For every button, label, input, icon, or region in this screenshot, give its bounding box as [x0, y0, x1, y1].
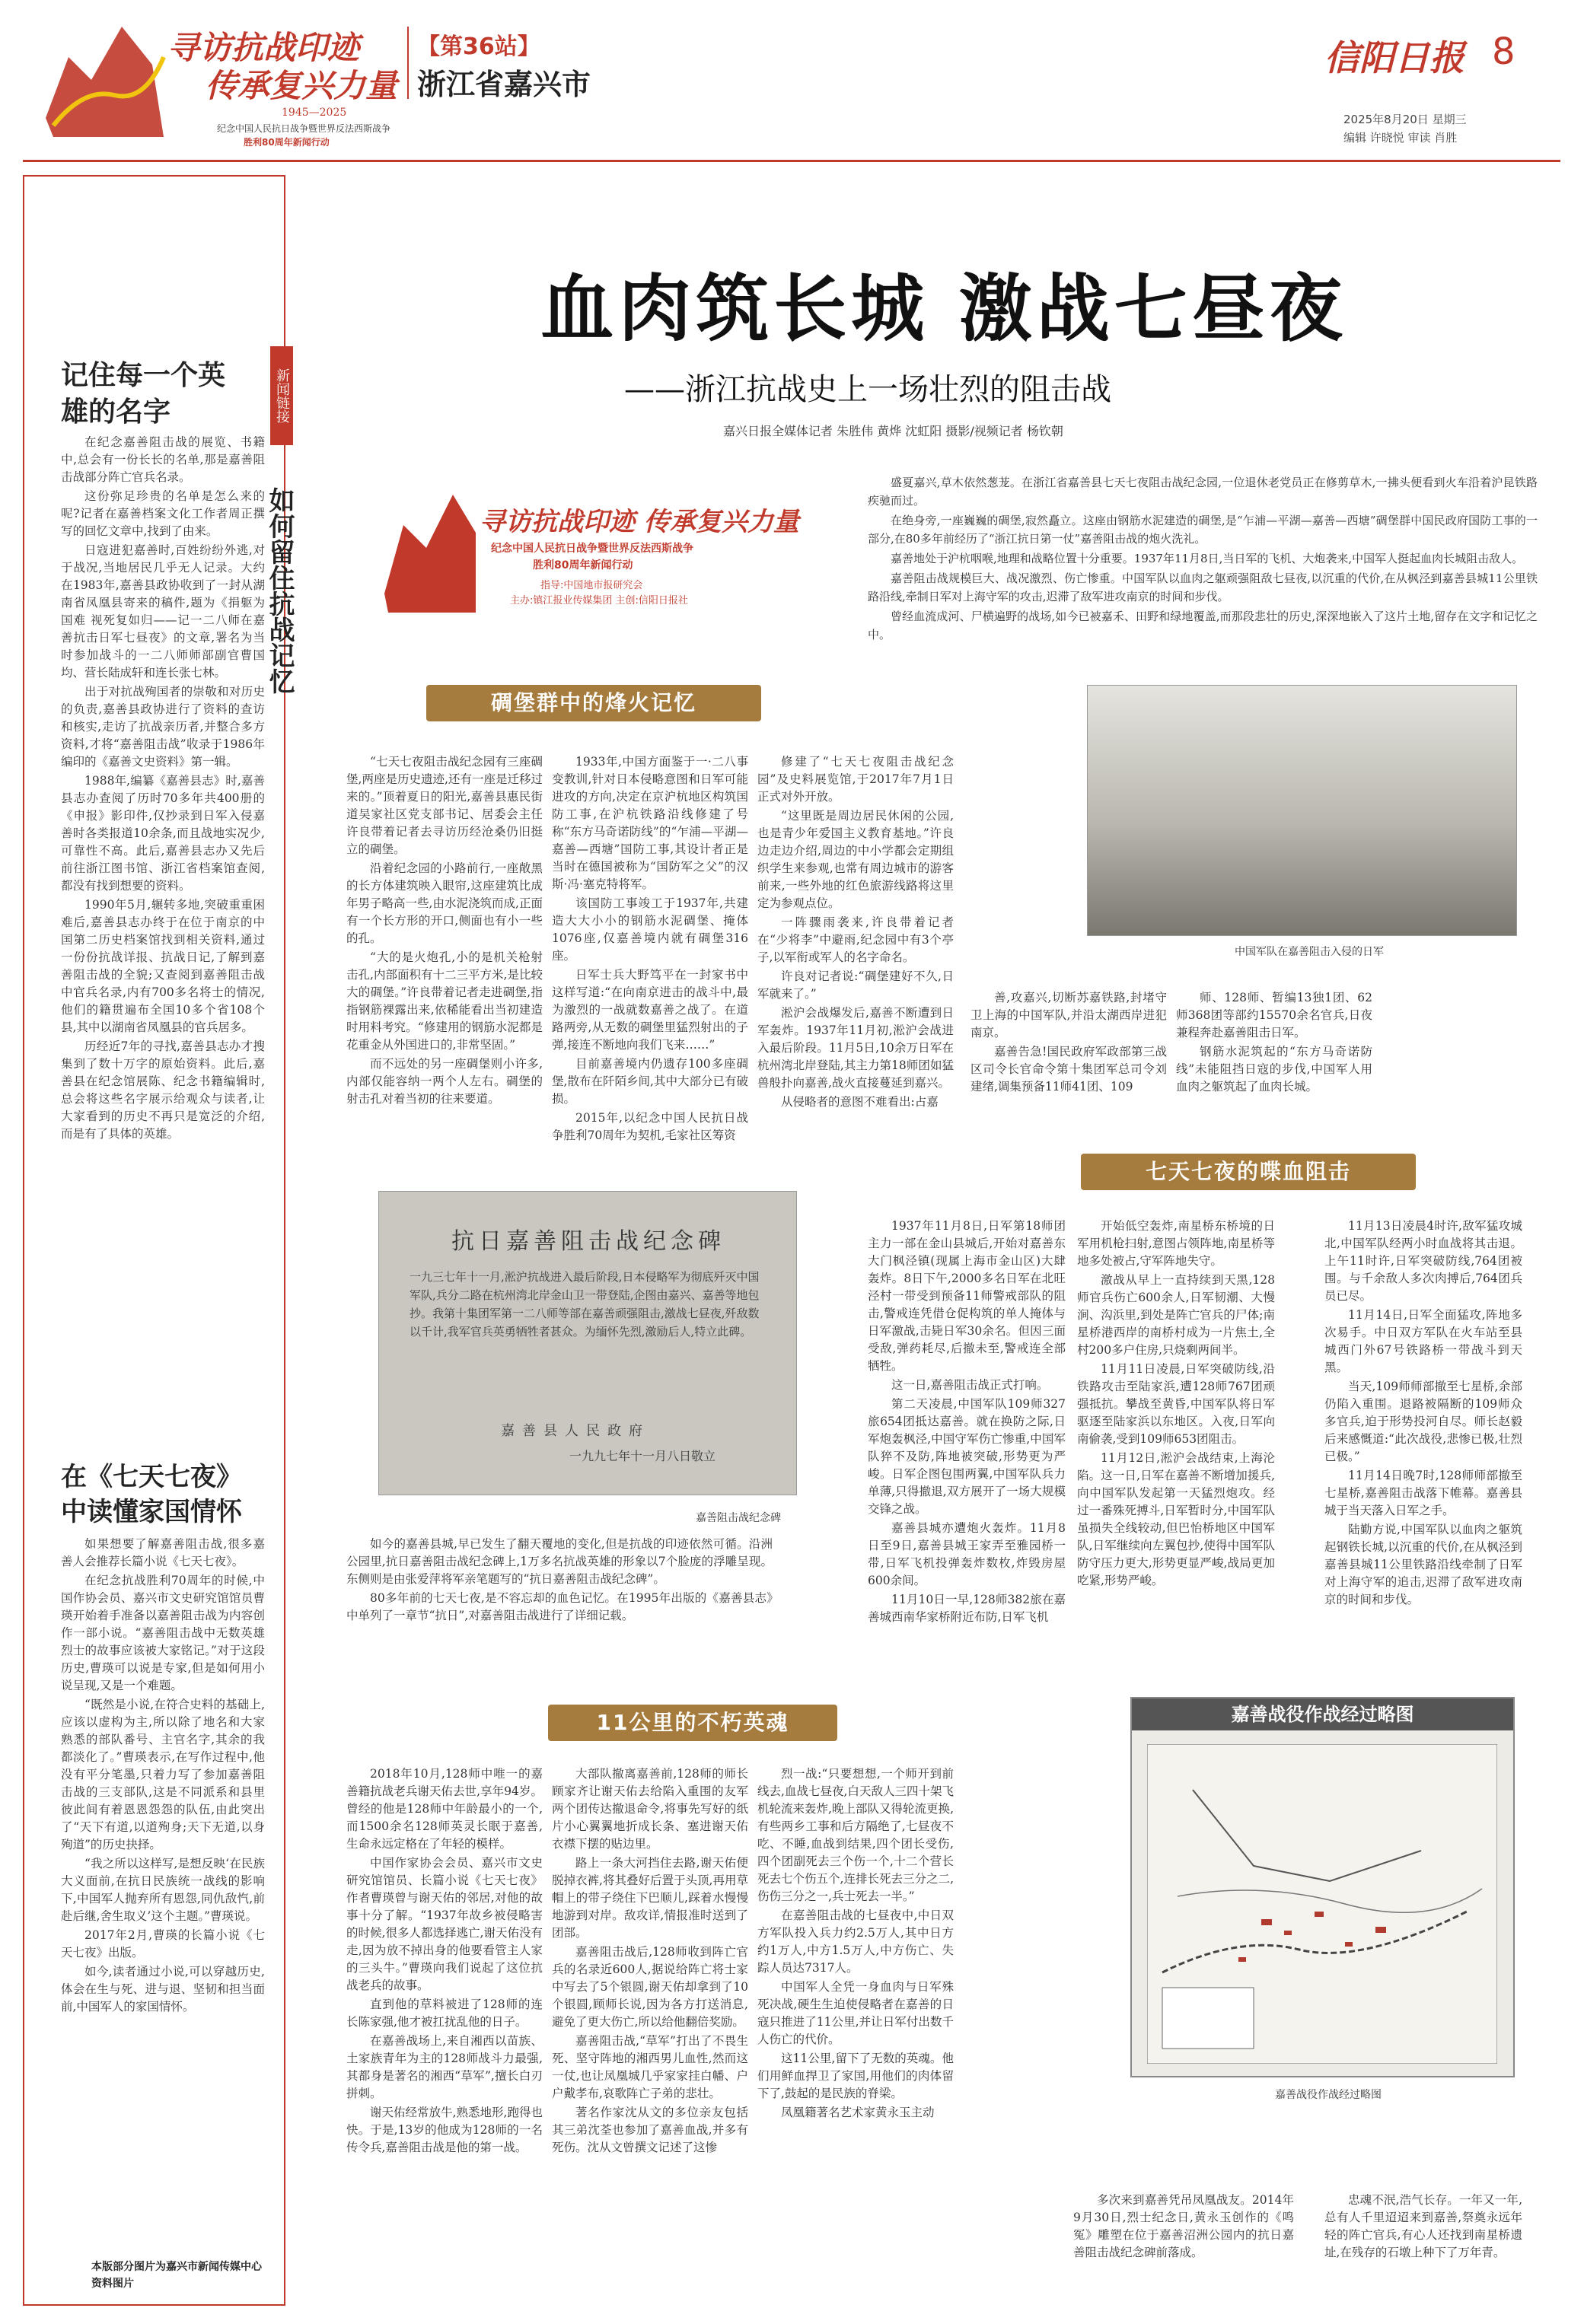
monument-footer: 嘉善县人民政府 — [501, 1423, 650, 1439]
paragraph: 凤凰籍著名艺术家黄永玉主动 — [781, 2106, 935, 2119]
section1-bottom — [346, 1536, 773, 1626]
paragraph: 目前嘉善境内仍遗存100多座碉堡,散布在阡陌乡间,其中大部分已有破损。 — [552, 1057, 748, 1106]
section2-column-3 — [1324, 1218, 1522, 1610]
logo-line-1: 寻访抗战印迹 传承复兴力量 — [480, 507, 799, 537]
header-slogan-1: 寻访抗战印迹 — [167, 29, 360, 66]
paragraph: 嘉善阻击战,“草军”打出了不畏生死、坚守阵地的湘西男儿血性,然而这一仗,也让凤凰城几乎家家挂白幡、户户戴孝布,哀歌阵亡子弟的悲壮。 — [552, 2034, 748, 2100]
page-title: 血肉筑长城 激战七昼夜 — [540, 266, 1347, 352]
paragraph: 而不远处的另一座碉堡则小许多,内部仅能容纳一两个人左右。碉堡的射击孔对着当初的往来要道。 — [346, 1057, 543, 1106]
paragraph: 历经近7年的寻找,嘉善县志办才搜集到了数十万字的原始资料。此后,嘉善县在纪念馆展陈、纪念书籍编辑时,总会将这些名字展示给观众与读者,让大家看到的历史不再只是宽泛的介绍,而是有了具体的英雄。 — [61, 1039, 265, 1141]
monument-caption: 嘉善阻击战纪念碑 — [696, 1512, 781, 1524]
paragraph: 善,攻嘉兴,切断苏嘉铁路,封堵守卫上海的中国军队,并沿太湖西岸进犯南京。 — [970, 991, 1167, 1039]
section1-column-5 — [1176, 989, 1372, 1097]
paragraph: 出于对抗战殉国者的崇敬和对历史的负责,嘉善县政协进行了资料的查访和核实,走访了抗战亲历者,并整合多方资料,才将“嘉善阻击战”收录于1986年编印的《嘉善文史资料》第一辑。 — [61, 685, 265, 769]
section1-column-2 — [552, 753, 748, 1146]
paragraph: 一阵骤雨袭来,许良带着记者在“少将李”中避雨,纪念园中有3个亭子,以军衔或军人的名字命名。 — [757, 915, 954, 964]
paragraph: 大部队撤离嘉善前,128师的师长顾家齐让谢天佑去给陷入重围的友军两个团传达撤退命令,将事先写好的纸片小心翼翼地折成长条、塞进谢天佑衣襟下摆的贴边里。 — [552, 1767, 748, 1851]
section1-bottom-para-2: 80多年前的七天七夜,是不容忘却的血色记忆。在1995年出版的《嘉善县志》中单列了一章节“抗日”,对嘉善阻击战进行了详细记载。 — [346, 1591, 773, 1622]
sidebar-article2-body — [61, 1536, 265, 2017]
monument-photo — [378, 1191, 797, 1495]
section1-column-4 — [970, 989, 1167, 1097]
sidebar-tag: 新闻链接 — [270, 346, 293, 445]
paragraph: 盛夏嘉兴,草木依然葱茏。在浙江省嘉善县七天七夜阻击战纪念园,一位退休老党员正在修剪草木,一拂头便看到火车沿着沪昆铁路疾驰而过。 — [868, 476, 1538, 508]
paragraph: 谢天佑经常放牛,熟悉地形,跑得也快。于是,13岁的他成为128师的一名传令兵,嘉善阻击战是他的第一战。 — [346, 2106, 543, 2154]
section1-bottom-para: 如今的嘉善县城,早已发生了翻天覆地的变化,但是抗战的印迹依然可循。沿洲公园里,抗日嘉善阻击战纪念碑上,1万多名抗战英雄的形象以7个脸庞的浮雕呈现。东侧则是由张爱萍将军亲笔题写的“抗日嘉善阻击战纪念碑”。 — [346, 1537, 773, 1586]
sidebar-article1-title: 记住每一个英雄的名字 — [61, 360, 226, 428]
paragraph: 在纪念嘉善阻击战的展览、书籍中,总会有一份长长的名单,那是嘉善阻击战部分阵亡官兵名录。 — [61, 435, 265, 484]
paragraph: 忠魂不泯,浩气长存。一年又一年,总有人千里迢迢来到嘉善,祭奠永远年轻的阵亡官兵,有心人还找到南星桥遗址,在残存的石墩上种下了万年青。 — [1324, 2193, 1522, 2259]
paper-name: 信阳日报 — [1324, 37, 1464, 78]
paragraph: 1937年11月8日,日军第18师团主力一部在金山县城后,开始对嘉善东大门枫泾镇(现属上海市金山区)大肆轰炸。8日下午,2000多名日军在北旺泾村一带受到预备11师警戒部队的阻击,警戒连凭借仓促构筑的单人掩体与日军激战,击毙日军30余名。但因三面受敌,弹药耗尽,后撤未至,警戒连全部牺牲。 — [868, 1219, 1066, 1373]
paragraph: 11月12日,淞沪会战结束,上海沦陷。这一日,日军在嘉善不断增加援兵,向中国军队发起第一天猛烈炮攻。经过一番殊死搏斗,日军暂时分,中国军队虽损失全线较动,但巴怡桥地区中国军队,日军继续向左翼包抄,使得中国军队防守压力更大,形势更显严峻,战局更加吃紧,形势严峻。 — [1077, 1451, 1275, 1587]
paragraph: 嘉善地处于沪杭咽喉,地理和战略位置十分重要。1937年11月8日,当日军的飞机、大炮袭来,中国军人挺起血肉长城阻击敌人。 — [891, 552, 1524, 565]
paragraph: 11月14日晚7时,128师师部撤至七星桥,嘉善阻击战落下帷幕。嘉善县城于当天落入日军之手。 — [1324, 1469, 1522, 1517]
section3-column-2 — [552, 1765, 748, 2158]
paragraph: “七天七夜阻击战纪念园有三座碉堡,两座是历史遗迹,还有一座是迁移过来的。”顶着夏日的阳光,嘉善县惠民街道吴家社区党支部书记、居委会主任许良带着记者去寻访历经沧桑仍旧挺立的碉堡。 — [346, 755, 543, 856]
paragraph: 如果想要了解嘉善阻击战,很多嘉善人会推荐长篇小说《七天七夜》。 — [61, 1537, 265, 1568]
paragraph: 1990年5月,辗转多地,突破重重困难后,嘉善县志办终于在位于南京的中国第二历史档案馆找到相关资料,通过一份份抗战详报、抗战日记,了解到嘉善阻击战的全貌;又查阅到嘉善阻击战中官兵名录,内有700多名将士的情况,他们的籍贯遍布全国10多个省108个县,其中以湖南省凤凰县的官兵居多。 — [61, 898, 265, 1034]
map-title: 嘉善战役作战经过略图 — [1132, 1698, 1513, 1730]
paragraph: 许良对记者说:“碉堡建好不久,日军就来了。” — [757, 969, 954, 1001]
paragraph: 嘉善告急!国民政府军政部第三战区司令长官命令第十集团军总司令刘建绪,调集预备11师41团、109 — [970, 1045, 1167, 1094]
section2-column-2 — [1077, 1218, 1275, 1591]
paragraph: “大的是火炮孔,小的是机关枪射击孔,内部面积有十二三平方米,是比较大的碉堡。”许良带着记者走进碉堡,指指钢筋裸露出来,依稀能看出当初建造时用料考究。“修建用的钢筋水泥都是花重金从外国进口的,非常坚固。” — [346, 950, 543, 1052]
paragraph: “我之所以这样写,是想反映‘在民族大义面前,在抗日民族统一战线的影响下,中国军人抛弃所有恩怨,同仇敌忾,前赴后继,舍生取义’这个主题。”曹瑛说。 — [61, 1857, 265, 1923]
paragraph: 钢筋水泥筑起的“东方马奇诺防线”未能阻挡日寇的步伐,中国军人用血肉之躯筑起了血肉长城。 — [1176, 1045, 1372, 1094]
paragraph: “既然是小说,在符合史料的基础上,应该以虚构为主,所以除了地名和大家熟悉的部队番号、主官名字,其余的我都淡化了。”曹瑛表示,在写作过程中,他没有平分笔墨,只着力写了参加嘉善阻击战的三支部队,这是不同派系和县里彼此间有着恩恩怨怨的队伍,由此突出了“天下有道,以道殉身;天下无道,以身殉道”的历史抉择。 — [61, 1698, 265, 1851]
paragraph: 师、128师、暂编13独1团、62师368团等部约15570余名官兵,日夜兼程奔赴嘉善阻击日军。 — [1176, 991, 1372, 1039]
section3-column-5 — [1324, 2192, 1522, 2263]
map-caption: 嘉善战役作战经过略图 — [1275, 2089, 1382, 2101]
monument-title: 抗日嘉善阻击战纪念碑 — [451, 1228, 725, 1255]
paragraph: 11月11日凌晨,日军突破防线,沿铁路攻击至陆家浜,遭128师767团顽强抵抗。攀战至黄昏,中国军队将日军驱逐至陆家浜以东地区。入夜,日军向南偷袭,受到109师653团阻击。 — [1077, 1362, 1275, 1446]
battle-photo — [1087, 685, 1517, 936]
sidebar-article2-title: 在《七天七夜》中读懂家国情怀 — [61, 1462, 242, 1527]
section2-heading: 七天七夜的喋血阻击 — [1081, 1154, 1416, 1190]
section3-heading: 11公里的不朽英魂 — [548, 1705, 837, 1741]
header-years: 1945—2025 — [282, 107, 347, 119]
paragraph: 开始低空轰炸,南星桥东桥境的日军用机枪扫射,意图占领阵地,南星桥等地多处被占,守军阵地失守。 — [1077, 1219, 1275, 1268]
paragraph: 在绝身旁,一座巍巍的碉堡,寂然矗立。这座由钢筋水泥建造的碉堡,是“乍浦—平湖—嘉善—西塘”碉堡群中国民政府国防工事的一部分,在80多年前经历了“浙江抗日第一仗”嘉善阻击战的炮火洗礼。 — [868, 514, 1538, 546]
page-subtitle: ——浙江抗战史上一场壮烈的阻击战 — [624, 372, 1111, 407]
place-name: 浙江省嘉兴市 — [417, 68, 591, 101]
sidebar-credit: 本版部分图片为嘉兴市新闻传媒中心资料图片 — [91, 2261, 262, 2290]
paragraph: “这里既是周边居民休闲的公园,也是青少年爱国主义教育基地。”许良边走边介绍,周边的中小学都会定期组织学生来参观,也常有周边城市的游客前来,一些外地的红色旅游线路将这里定为参观点位。 — [757, 809, 954, 910]
byline: 嘉兴日报全媒体记者 朱胜伟 黄烨 沈虹阳 摄影/视频记者 杨钦朝 — [723, 424, 1063, 438]
paragraph: 2017年2月,曹瑛的长篇小说《七天七夜》出版。 — [61, 1928, 265, 1959]
logo-line-4: 指导:中国地市报研究会 — [540, 580, 643, 591]
paragraph: 该国防工事竣工于1937年,共建造大大小小的钢筋水泥碉堡、掩体1076座,仅嘉善境内就有碉堡316座。 — [552, 896, 748, 963]
section1-column-1 — [346, 753, 543, 1109]
paragraph: 在嘉善阻击战的七昼夜中,中日双方军队投入兵力约2.5万人,其中日方约1万人,中方1.5万人,中方伤亡、失踪人员达7317人。 — [757, 1909, 954, 1975]
paragraph: 著名作家沈从文的多位亲友包括其三弟沈荃也参加了嘉善血战,并多有死伤。沈从文曾撰文记述了这惨 — [552, 2106, 748, 2154]
logo-line-2: 纪念中国人民抗日战争暨世界反法西斯战争 — [491, 543, 693, 555]
section3-column-1 — [346, 1765, 543, 2158]
paragraph: 日寇进犯嘉善时,百姓纷纷外逃,对于战况,当地居民几乎无人记录。大约在1983年,嘉善县政协收到了一封从湖南省凤凰县寄来的稿件,题为《捐躯为国难 视死复如归——记一二八师在嘉善抗击日军七昼夜》的文章,署名为当时参加战斗的一二八师师部副官曹国均、营长陆成轩和连长张七林。 — [61, 543, 265, 680]
paragraph: 2018年10月,128师中唯一的嘉善籍抗战老兵谢天佑去世,享年94岁。曾经的他是128师中年龄最小的一个,而1500余名128师英灵长眠于嘉善,生命永远定格在了年轻的模样。 — [346, 1767, 543, 1851]
paragraph: 从侵略者的意图不难看出:占嘉 — [781, 1095, 939, 1109]
paragraph: 直到他的草料被进了128师的连长陈家强,他才被扛扰乱他的日子。 — [346, 1998, 543, 2029]
paragraph: 沿着纪念园的小路前行,一座敞黑的长方体建筑映入眼帘,这座建筑比成年男子略高一些,由水泥浇筑而成,正面有一个长方形的开口,侧面也有小一些的孔。 — [346, 861, 543, 945]
header-campaign-1: 纪念中国人民抗日战争暨世界反法西斯战争 — [217, 123, 391, 134]
paragraph: 陆勤方说,中国军队以血肉之躯筑起钢铁长城,以沉重的代价,在从枫泾到嘉善县城11公里铁路沿线牵制了日军对上海守军的追击,迟滞了敌军进攻南京的时间和步伐。 — [1324, 1523, 1522, 1606]
paragraph: 淞沪会战爆发后,嘉善不断遭到日军轰炸。1937年11月初,淞沪会战进入最后阶段。11月5日,10余万日军在杭州湾北岸登陆,其主力第18师团如猛兽般扑向嘉善,战火直接蔓延到嘉兴。 — [757, 1006, 954, 1090]
paragraph: 曾经血流成河、尸横遍野的战场,如今已被嘉禾、田野和绿地覆盖,而那段悲壮的历史,深深地嵌入了这片土地,留存在文字和记忆之中。 — [868, 610, 1538, 641]
header-campaign-2: 胜利80周年新闻行动 — [244, 137, 330, 148]
section3-column-4 — [1073, 2192, 1294, 2263]
paragraph: 嘉善阻击战规模巨大、战况激烈、伤亡惨重。中国军队以血肉之躯顽强阻敌七昼夜,以沉重的代价,在从枫泾到嘉善县城11公里铁路沿线,牵制日军对上海守军的攻击,迟滞了敌军进攻南京的时间和步伐。 — [868, 571, 1538, 603]
header-slogan-2: 传承复兴力量 — [206, 67, 398, 104]
battle-photo-caption: 中国军队在嘉善阻击入侵的日军 — [1235, 946, 1384, 958]
paragraph: 嘉善县城亦遭炮火轰炸。11月8日至9日,嘉善县城王家弄至雅园桥一带,日军飞机投弹轰炸数枚,炸毁房屋600余间。 — [868, 1521, 1066, 1587]
sidebar-article1-body — [61, 434, 265, 1144]
paragraph: 在纪念抗战胜利70周年的时候,中国作协会员、嘉兴市文史研究馆馆员曹瑛开始着手准备以嘉善阻击战为内容创作一部小说。“嘉善阻击战中无数英雄烈士的故事应该被大家铭记。”对于这段历史,曹瑛可以说是专家,但是如何用小说呈现,又是一个难题。 — [61, 1574, 265, 1692]
paragraph: 11月10日一早,128师382旅在嘉善城西南华家桥附近布防,日军飞机 — [868, 1593, 1066, 1624]
paragraph: 这11公里,留下了无数的英魂。他们用鲜血捍卫了家国,用他们的肉体留下了,鼓起的是民族的脊梁。 — [757, 2052, 954, 2100]
paragraph: 11月14日,日军全面猛攻,阵地多次易手。中日双方军队在火车站至县城西门外67号铁路桥一带战斗到天黑。 — [1324, 1308, 1522, 1374]
monument-date: 一九九七年十一月八日敬立 — [569, 1449, 716, 1463]
editors: 编辑 许晓悦 审读 肖胜 — [1343, 131, 1458, 145]
section3-column-3 — [757, 1765, 954, 2123]
paragraph: 当天,109师师部撤至七星桥,余部仍陷入重围。退路被隔断的109师众多官兵,迫于形势投河自尽。师长赵毅后来感慨道:“此次战役,悲惨已极,壮烈已极。” — [1324, 1380, 1522, 1463]
paragraph: 中国作家协会会员、嘉兴市文史研究馆馆员、长篇小说《七天七夜》作者曹瑛曾与谢天佑的邻居,对他的故事十分了解。“1937年故乡被侵略害的时候,很多人都选择逃亡,谢天佑没有走,因为放不掉出身的他要看管主人家的三头牛。”曹瑛向我们说起了这位抗战老兵的故事。 — [346, 1856, 543, 1992]
station-label: 【第36站】 — [417, 33, 540, 60]
paragraph: 修建了“七天七夜阻击战纪念园”及史料展览馆,于2017年7月1日正式对外开放。 — [757, 755, 954, 804]
logo-line-3: 胜利80周年新闻行动 — [533, 559, 633, 571]
map-drawing — [1147, 1744, 1497, 2064]
paragraph: 日军士兵大野笃平在一封家书中这样写道:“在向南京进击的战斗中,最为激烈的一战就数嘉善之战了。在道路两旁,从无数的碉堡里猛烈射出的子弹,接连不断地向我们飞来……” — [552, 968, 748, 1052]
monument-text: 一九三七年十一月,淞沪抗战进入最后阶段,日本侵略军为彻底歼灭中国军队,兵分二路在杭州湾北岸金山卫一带登陆,企图由嘉兴、嘉善等地包抄。我第十集团军第一二八师等部在嘉善顽强阻击,激战七昼夜,歼敌数以千计,我军官兵英勇牺牲者甚众。为缅怀先烈,激励后人,特立此碑。 — [410, 1270, 760, 1339]
paragraph: 激战从早上一直持续到天黑,128师官兵伤亡600余人,日军韧潮、大慢涧、沟浜里,到处是阵亡官兵的尸体;南星桥港西岸的南桥村成为一片焦土,全村200多户住房,只烧剩两间半。 — [1077, 1273, 1275, 1357]
header-rule — [23, 160, 1560, 162]
paragraph: 这一日,嘉善阻击战正式打响。 — [891, 1378, 1049, 1392]
paragraph: 第二天凌晨,中国军队109师327旅654团抵达嘉善。就在换防之际,日军炮轰枫泾,中国守军伤亡惨重,中国军队猝不及防,阵地被突破,形势更为严峻。日军企图包围两翼,中国军队兵力单薄,只得撤退,双方展开了一场大规模交锋之战。 — [868, 1397, 1066, 1516]
great-wall-graphic — [38, 11, 167, 145]
sidebar-vertical-title: 如何留住抗战记忆 — [264, 487, 295, 694]
section1-column-3 — [757, 753, 954, 1113]
battle-map — [1130, 1697, 1515, 2077]
logo-line-5: 主办:镇江报业传媒集团 主创:信阳日报社 — [510, 595, 688, 606]
paragraph: 这份弥足珍贵的名单是怎么来的呢?记者在嘉善档案文化工作者周正撰写的回忆文章中,找到了由来。 — [61, 489, 265, 538]
divider — [407, 27, 409, 99]
paragraph: 烈一战:“只要想想,一个师开到前线去,血战七昼夜,白天敌人三四十架飞机轮流来轰炸,晚上部队又得轮流更换,有些两乡工事和后方隔绝了,七昼夜不吃、不睡,血战到结果,四个团长受伤,四个团副死去三个伤一个,十二个营长死去七个伤五个,连排长死去三分之二,伤伤三分之一,兵士死去一半。” — [757, 1767, 954, 1903]
paragraph: 11月13日凌晨4时许,敌军猛攻城北,中国军队经两小时血战将其击退。上午11时许,日军突破防线,764团被围。与千余敌人多次肉搏后,764团兵员已尽。 — [1324, 1219, 1522, 1303]
paragraph: 多次来到嘉善凭吊凤凰战友。2014年9月30日,烈士纪念日,黄永玉创作的《鸣冤》雕塑在位于嘉善沼洲公园内的抗日嘉善阻击战纪念碑前落成。 — [1073, 2193, 1294, 2259]
paragraph: 中国军人全凭一身血肉与日军殊死决战,硬生生迫使侵略者在嘉善的日寇只推进了11公里,并让日军付出数千人伤亡的代价。 — [757, 1980, 954, 2046]
issue-date: 2025年8月20日 星期三 — [1343, 113, 1467, 126]
paragraph: 1988年,编纂《嘉善县志》时,嘉善县志办查阅了历时70多年共400册的《申报》影印件,仅抄录到日军入侵嘉善时各类报道10余条,而且战地实况少,可靠性不高。此后,嘉善县志办又先后前往浙江图书馆、浙江省档案馆查阅,都没有找到想要的资料。 — [61, 774, 265, 893]
paragraph: 1933年,中国方面鉴于一·二八事变教训,针对日本侵略意图和日军可能进攻的方向,决定在京沪杭地区构筑国防工事,在沪杭铁路沿线修建了号称“东方马奇诺防线”的“乍浦—平湖—嘉善—西塘”国防工事,其设计者正是当时在德国被称为“国防军之父”的汉斯·冯·塞克特将军。 — [552, 755, 748, 891]
masthead — [0, 0, 1584, 152]
paragraph: 路上一条大河挡住去路,谢天佑便脱掉衣裤,将其叠好后置于头顶,再用草帽上的带子绕住下巴顺儿,踩着水慢慢地游到对岸。敌攻详,情报准时送到了团部。 — [552, 1856, 748, 1940]
campaign-logo — [381, 487, 837, 616]
page-number: 8 — [1492, 30, 1515, 73]
section1-heading: 碉堡群中的烽火记忆 — [426, 685, 761, 721]
paragraph: 2015年,以纪念中国人民抗日战争胜利70周年为契机,毛家社区筹资 — [552, 1111, 748, 1142]
paragraph: 嘉善阻击战后,128师收到阵亡官兵的名录近600人,据说给阵亡将士家中写去了5个银圆,谢天佑却拿到了10个银圆,顾师长说,因为各方打送消息,避免了更大伤亡,所以给他翻倍奖励。 — [552, 1945, 748, 2029]
paragraph: 在嘉善战场上,来自湘西以苗族、土家族青年为主的128师战斗力最强,其都身是著名的湘西“草军”,擅长白刃拼刺。 — [346, 2034, 543, 2100]
paragraph: 如今,读者通过小说,可以穿越历史,体会在生与死、进与退、坚韧和担当面前,中国军人的家国情怀。 — [61, 1965, 265, 2014]
intro-text — [868, 473, 1538, 645]
section2-column-1 — [868, 1218, 1066, 1628]
